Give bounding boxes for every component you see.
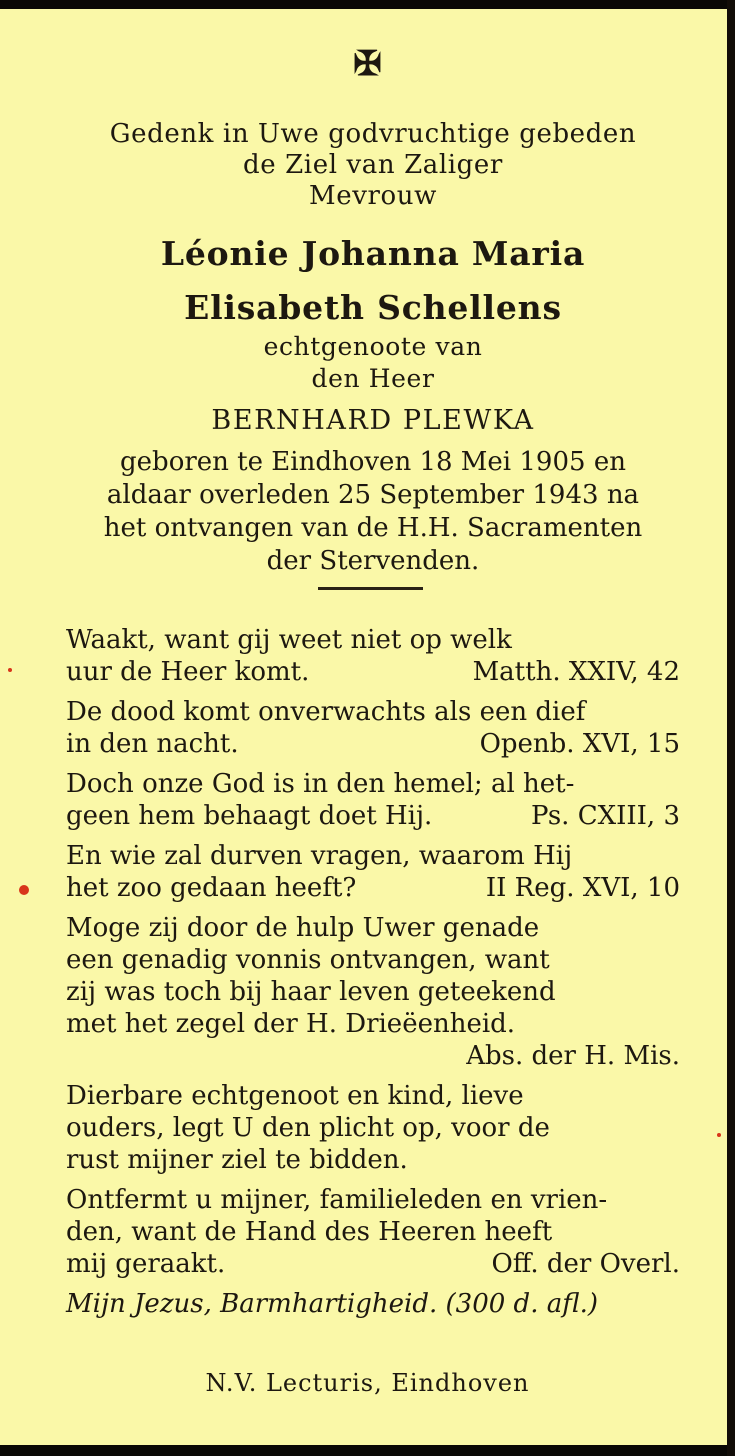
printer-credit: N.V. Lecturis, Eindhoven — [205, 1369, 530, 1397]
verse-ref: II Reg. XVI, 10 — [485, 873, 680, 903]
verse-ref: Off. der Overl. — [491, 1249, 680, 1279]
verse — [66, 840, 680, 904]
verse-line — [66, 872, 680, 904]
verse-text: geen hem behaagt doet Hij. — [66, 801, 433, 831]
verse-text: mij geraakt. — [66, 1249, 226, 1279]
verse-text: En wie zal durven vragen, waarom Hij — [66, 841, 573, 871]
birth-line: aldaar overleden 25 September 1943 na — [106, 480, 640, 510]
verse-ref: Openb. XVI, 15 — [479, 729, 680, 759]
verse-text: het zoo gedaan heeft? — [66, 873, 357, 903]
divider — [318, 587, 423, 590]
verse-line — [66, 1008, 680, 1040]
verse — [66, 696, 680, 760]
verse-line — [66, 840, 680, 872]
verse-text: Ontfermt u mijner, familieleden en vrien- — [66, 1185, 608, 1215]
verse-text: in den nacht. — [66, 729, 239, 759]
verse-line — [66, 976, 680, 1008]
verse-text: den, want de Hand des Heeren heeft — [66, 1217, 553, 1247]
verse — [66, 624, 680, 688]
verse-text: Moge zij door de hulp Uwer genade — [66, 913, 540, 943]
verse-line — [66, 1144, 680, 1176]
verse-ref: Abs. der H. Mis. — [466, 1041, 680, 1071]
verse-text: zij was toch bij haar leven geteekend — [66, 977, 556, 1007]
verses — [66, 624, 680, 1328]
birth-line: het ontvangen van de H.H. Sacramenten — [103, 513, 643, 543]
prayer-line — [66, 1288, 680, 1320]
verse-text: Doch onze God is in den hemel; al het- — [66, 769, 575, 799]
verse-line — [66, 944, 680, 976]
verse-text: uur de Heer komt. — [66, 657, 310, 687]
verse-line — [66, 656, 680, 688]
ink-spot — [8, 668, 12, 672]
ink-spot — [19, 885, 29, 895]
birth-death-text — [66, 446, 680, 578]
prayer — [66, 1288, 680, 1320]
right-edge — [727, 0, 735, 1456]
verse-line — [66, 768, 680, 800]
verse-text: Dierbare echtgenoot en kind, lieve — [66, 1081, 524, 1111]
prayer-text: Mijn Jezus, Barmhartigheid. (300 d. afl.) — [66, 1289, 598, 1319]
deceased-name — [66, 227, 680, 335]
birth-line: geboren te Eindhoven 18 Mei 1905 en — [120, 447, 626, 477]
verse-text: ouders, legt U den plicht op, voor de — [66, 1113, 550, 1143]
verse-line — [66, 800, 680, 832]
verse-line — [66, 728, 680, 760]
verse-line — [66, 1184, 680, 1216]
verse-line — [66, 1248, 680, 1280]
spouse-line: echtgenoote van — [263, 332, 483, 361]
intro-line: Mevrouw — [309, 181, 437, 211]
verse-line — [66, 624, 680, 656]
verse-ref: Matth. XXIV, 42 — [472, 657, 680, 687]
verse-ref: Ps. CXIII, 3 — [531, 801, 680, 831]
name-line: Elisabeth Schellens — [184, 288, 562, 327]
verse-text: De dood komt onverwachts als een dief — [66, 697, 586, 727]
verse-text: Waakt, want gij weet niet op welk — [66, 625, 512, 655]
verse — [66, 912, 680, 1072]
intro-line: Gedenk in Uwe godvruchtige gebeden — [109, 119, 637, 149]
verse — [66, 1080, 680, 1176]
verse-text: met het zegel der H. Drieëenheid. — [66, 1009, 516, 1039]
cross-icon: ✠ — [353, 44, 382, 84]
spouse-line: den Heer — [311, 364, 435, 393]
verse-line — [66, 1112, 680, 1144]
birth-line: der Stervenden. — [266, 546, 480, 576]
verse-line — [66, 1080, 680, 1112]
intro-text — [66, 119, 680, 212]
ink-spot — [717, 1133, 721, 1137]
memorial-card — [0, 9, 735, 1445]
verse-text: rust mijner ziel te bidden. — [66, 1145, 408, 1175]
verse-line — [66, 1216, 680, 1248]
husband-name: BERNHARD PLEWKA — [211, 405, 535, 436]
verse-line — [66, 912, 680, 944]
name-line: Léonie Johanna Maria — [160, 234, 586, 273]
verse-line — [66, 696, 680, 728]
verse — [66, 768, 680, 832]
intro-line: de Ziel van Zaliger — [243, 150, 503, 180]
verse-text: een genadig vonnis ontvangen, want — [66, 945, 550, 975]
verse — [66, 1184, 680, 1280]
spouse-intro — [66, 331, 680, 395]
